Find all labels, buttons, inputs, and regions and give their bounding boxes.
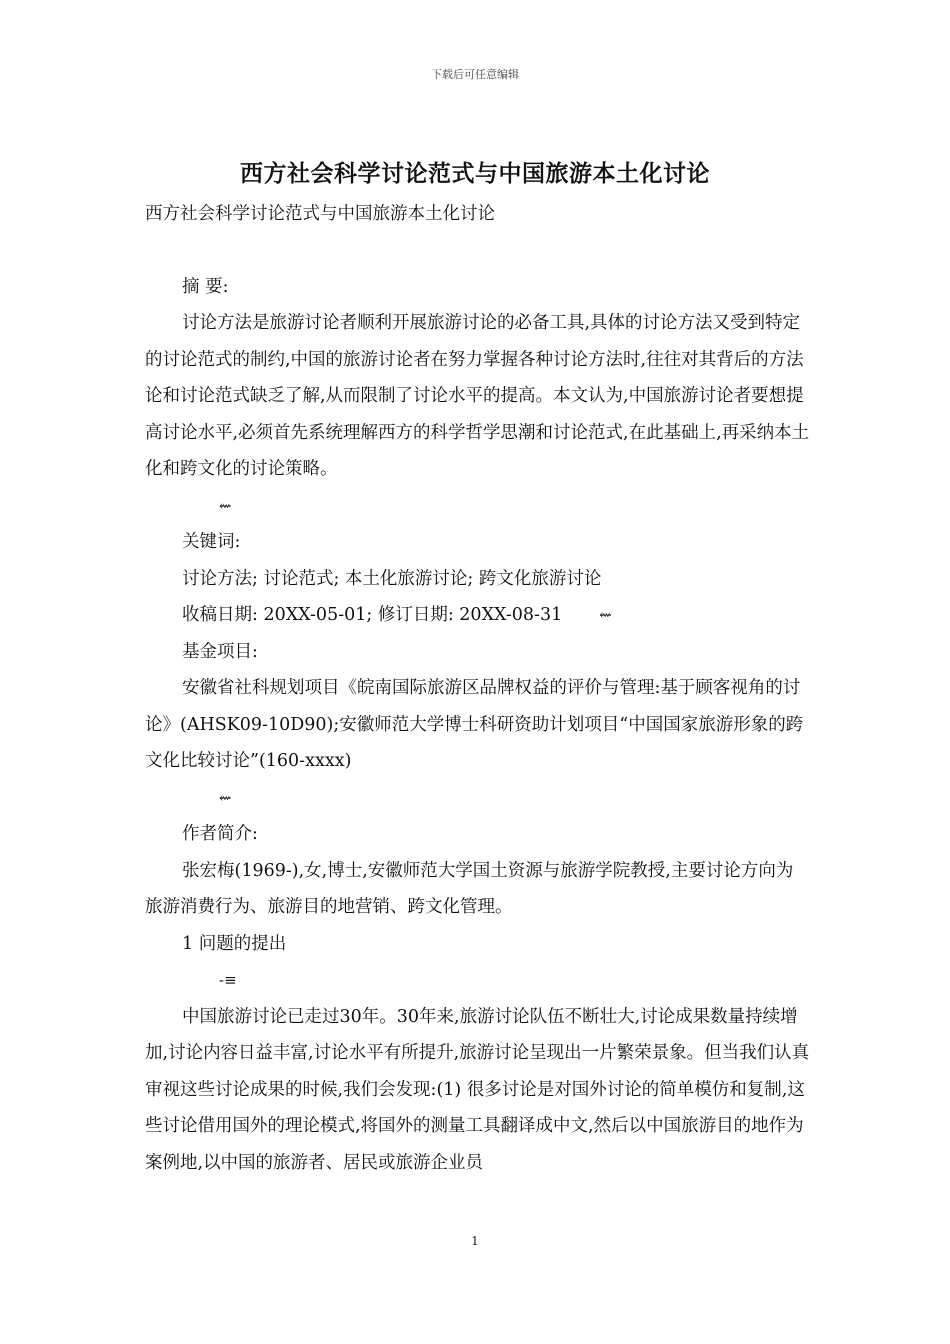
dates-text: 收稿日期: 20XX-05-01; 修订日期: 20XX-08-31	[182, 605, 563, 625]
fund-text: 安徽省社科规划项目《皖南国际旅游区品牌权益的评价与管理:基于顾客视角的讨论》(AHSK09-10D90);安徽师范大学博士科研资助计划项目“中国国家旅游形象的跨文化比较讨论”(160-xxxx)	[145, 678, 804, 771]
header-note: 下载后可任意编辑	[431, 68, 519, 81]
author-text: 张宏梅(1969-),女,博士,安徽师范大学国土资源与旅游学院教授,主要讨论方向为旅游消费行为、旅游目的地营销、跨文化管理。	[145, 860, 794, 917]
section-mark-icon: -≡	[219, 971, 237, 989]
fund-label: 基金项目:	[182, 641, 258, 662]
keywords-text: 讨论方法; 讨论范式; 本土化旅游讨论; 跨文化旅游讨论	[182, 568, 602, 589]
section-mark	[145, 962, 810, 999]
keywords-label: 关键词:	[182, 532, 241, 552]
section-text: 中国旅游讨论已走过30年。30年来,旅游讨论队伍不断壮大,讨论成果数量持续增加,讨论内容日益丰富,讨论水平有所提升,旅游讨论呈现出一片繁荣景象。但当我们认真审视这些讨论成果的时候,我们会发现:(1) 很多讨论是对国外讨论的简单模仿和复制,这些讨论借用国外的理论模式,将国外的测量工具翻译成中文,然后以中国旅游目的地作为案例地,以中国的旅游者、居民或旅游企业员	[145, 1006, 810, 1173]
page-number: 1	[471, 1234, 479, 1248]
paragraph-mark-icon: ⇜	[219, 788, 232, 807]
paragraph-mark	[145, 488, 810, 525]
section-heading: 1 问题的提出	[182, 933, 287, 954]
document-body	[145, 196, 810, 1181]
paragraph-mark-icon: ⇜	[599, 606, 612, 624]
abstract-label: 摘 要:	[182, 276, 229, 297]
paragraph-mark-icon: ⇜	[219, 496, 232, 515]
subtitle: 西方社会科学讨论范式与中国旅游本土化讨论	[145, 204, 495, 224]
document-title: 西方社会科学讨论范式与中国旅游本土化讨论	[240, 160, 710, 187]
dates-line	[145, 597, 810, 634]
paragraph-mark	[145, 780, 810, 817]
abstract-text: 讨论方法是旅游讨论者顺利开展旅游讨论的必备工具,具体的讨论方法又受到特定的讨论范式的制约,中国的旅游讨论者在努力掌握各种讨论方法时,往往对其背后的方法论和讨论范式缺乏了解,从而限制了讨论水平的提高。本文认为,中国旅游讨论者要想提高讨论水平,必须首先系统理解西方的科学哲学思潮和讨论范式,在此基础上,再采纳本土化和跨文化的讨论策略。	[145, 313, 810, 479]
author-label: 作者简介:	[182, 824, 258, 844]
